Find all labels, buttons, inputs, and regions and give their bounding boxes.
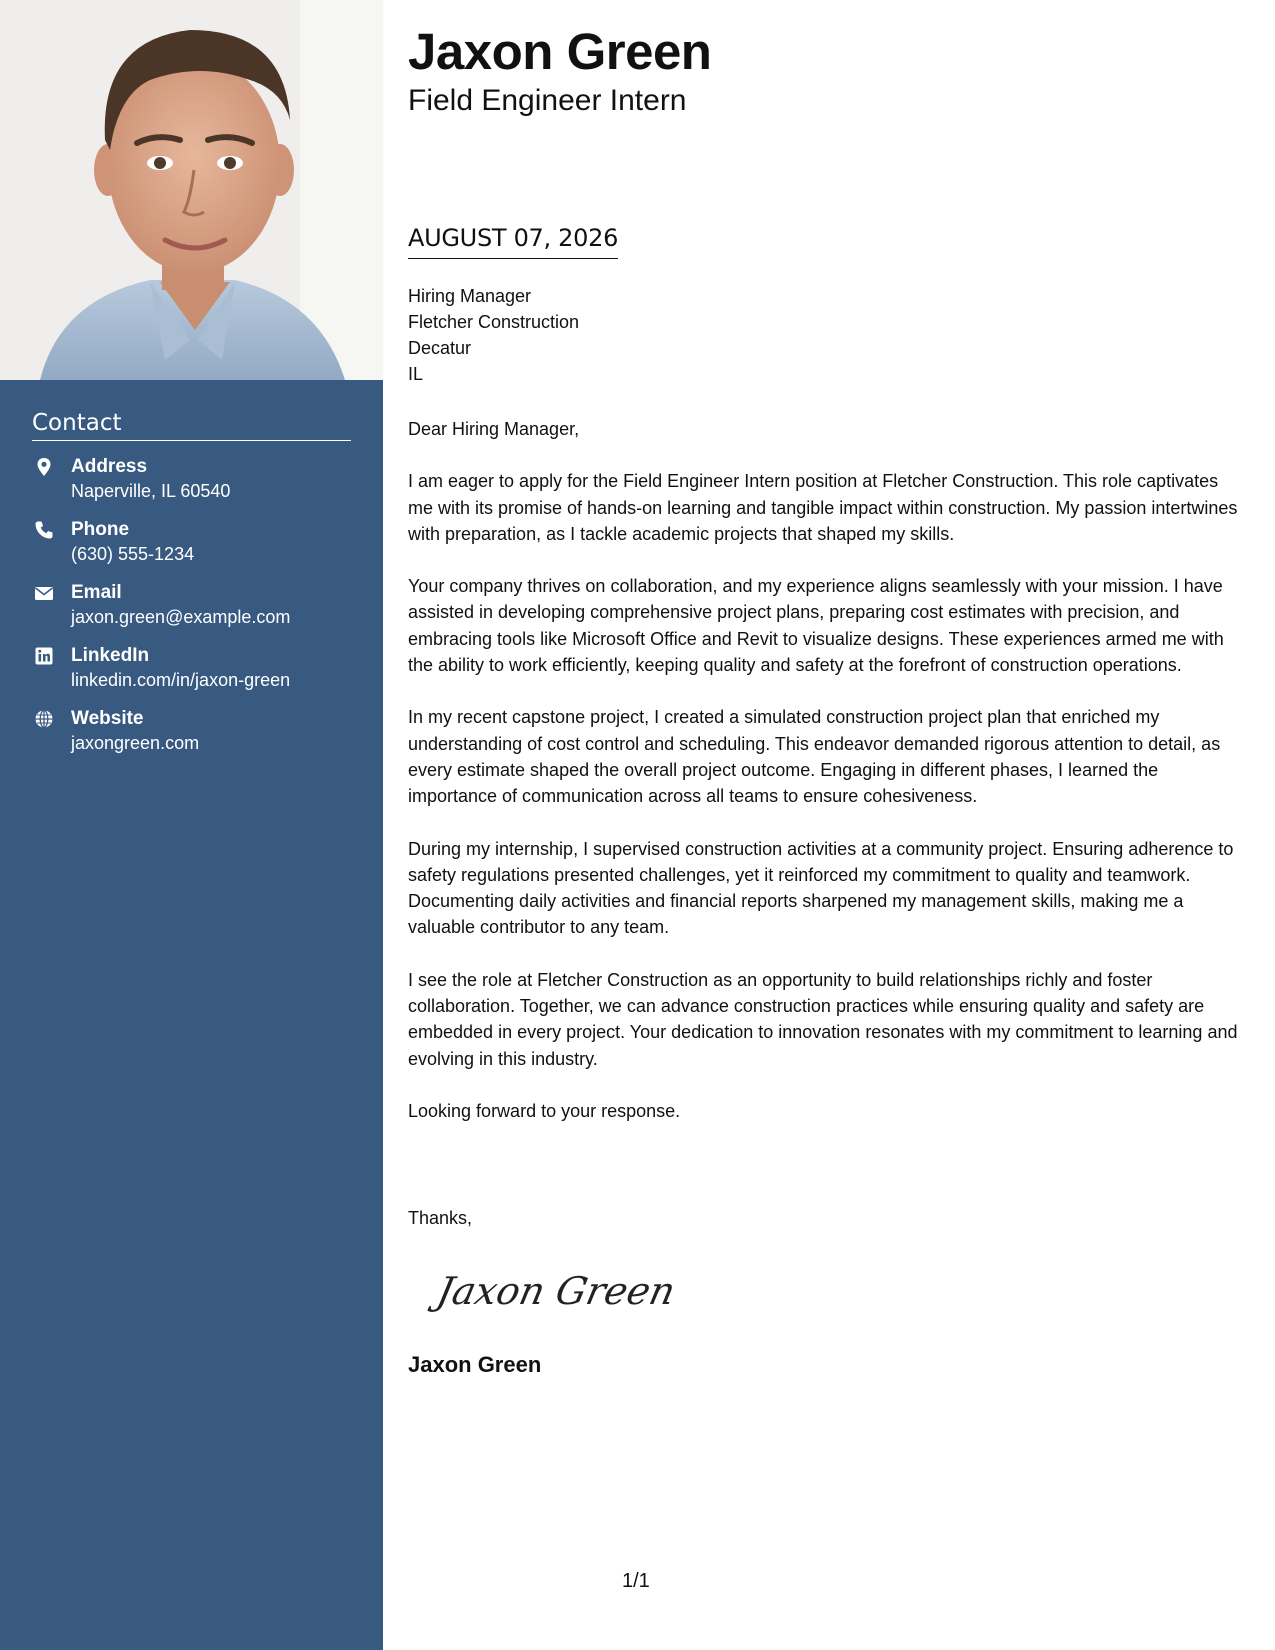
- contact-item-phone: [32, 518, 351, 566]
- profile-photo: [0, 0, 383, 380]
- paragraph: During my internship, I supervised construction activities at a community project. Ensuring adherence to safety regulations presented challenges, yet it reinforced my commitment to quality and teamwork. Documenting daily activities and financial reports sharpened my management skills, making me a valuable contributor to any team.: [408, 838, 1234, 938]
- linkedin-icon: [34, 646, 54, 666]
- email-value[interactable]: jaxon.green@example.com: [71, 607, 291, 627]
- website-value[interactable]: jaxongreen.com: [71, 733, 200, 753]
- greeting: Dear Hiring Manager,: [408, 419, 580, 439]
- recipient-line: Fletcher Construction: [408, 312, 580, 332]
- contact-section: [32, 410, 351, 770]
- contact-item-address: [32, 455, 351, 503]
- address-value: Naperville, IL 60540: [71, 481, 231, 501]
- email-label: Email: [71, 582, 122, 603]
- linkedin-label: LinkedIn: [71, 645, 150, 666]
- signature-image: [432, 1262, 680, 1320]
- contact-item-email: [32, 581, 351, 629]
- page-number: 1/1: [622, 1570, 650, 1592]
- signer-name: Jaxon Green: [408, 1352, 542, 1377]
- linkedin-value[interactable]: linkedin.com/in/jaxon-green: [71, 670, 291, 690]
- paragraph: In my recent capstone project, I created a simulated construction project plan that enriched my understanding of cost control and scheduling. This endeavor demanded rigorous attention to detail, as every estimate shaped the overall project outcome. Engaging in different phases, I learned the importance of communication across all teams to ensure cohesiveness.: [408, 707, 1221, 807]
- letter-content: [408, 416, 1248, 1150]
- applicant-title: Field Engineer Intern: [408, 84, 687, 117]
- phone-value: (630) 555-1234: [71, 544, 195, 564]
- applicant-name: Jaxon Green: [408, 23, 712, 80]
- contact-item-website: [32, 707, 351, 755]
- contact-item-linkedin: [32, 644, 351, 692]
- envelope-icon: [34, 583, 54, 603]
- location-pin-icon: [34, 457, 54, 477]
- signature-text: Jaxon Green: [432, 1269, 680, 1314]
- letter-date: AUGUST 07, 2026: [408, 224, 618, 259]
- sidebar: [0, 0, 383, 1650]
- contact-heading: Contact: [32, 410, 351, 441]
- recipient-block: [408, 283, 579, 387]
- phone-icon: [34, 520, 54, 540]
- paragraph: Your company thrives on collaboration, and my experience aligns seamlessly with your mission. I have assisted in developing comprehensive project plans, preparing cost estimates with precision, and embracing tools like Microsoft Office and Revit to visualize designs. These experiences armed me with the ability to work efficiently, keeping quality and safety at the forefront of construction operations.: [408, 576, 1224, 676]
- paragraph: I am eager to apply for the Field Engineer Intern position at Fletcher Construction. This role captivates me with its promise of hands-on learning and tangible impact within construction. My passion intertwines with preparation, as I tackle academic projects that shaped my skills.: [408, 471, 1238, 544]
- recipient-line: Hiring Manager: [408, 286, 532, 306]
- recipient-line: Decatur: [408, 338, 472, 358]
- address-label: Address: [71, 456, 148, 477]
- phone-label: Phone: [71, 519, 130, 540]
- paragraph: I see the role at Fletcher Construction as an opportunity to build relationships richly and foster collaboration. Together, we can advance construction practices while ensuring quality and safety are embedded in every project. Your dedication to innovation resonates with my commitment to learning and evolving in this industry.: [408, 969, 1238, 1069]
- globe-icon: [34, 709, 54, 729]
- closing: Thanks,: [408, 1208, 473, 1228]
- recipient-line: IL: [408, 364, 424, 384]
- website-label: Website: [71, 708, 144, 729]
- sign-off-line: Looking forward to your response.: [408, 1100, 681, 1121]
